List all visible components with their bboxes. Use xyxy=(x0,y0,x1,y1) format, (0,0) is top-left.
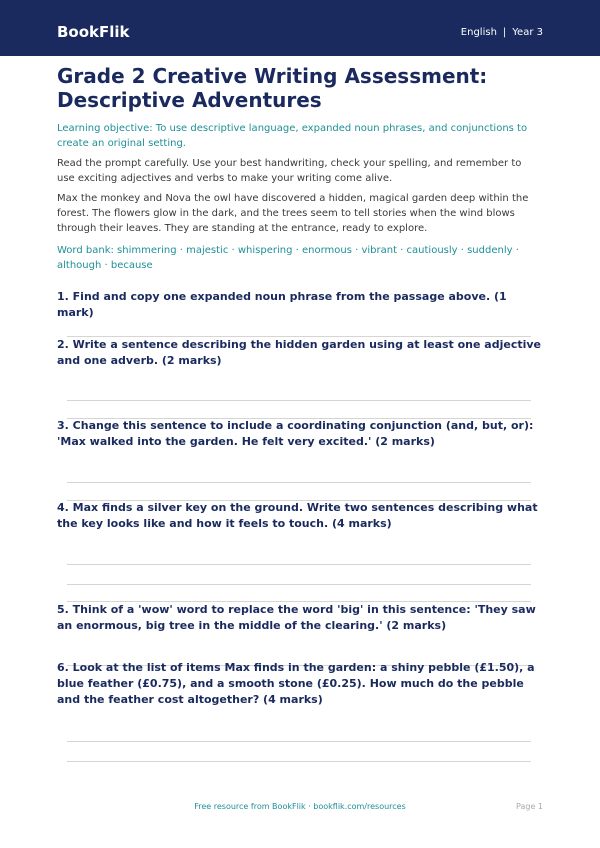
answer-line[interactable] xyxy=(67,741,531,742)
header-meta xyxy=(461,26,543,40)
answer-line[interactable] xyxy=(67,400,531,401)
instructions-text: Read the prompt carefully. Use your best handwriting, check your spelling, and remember to use exciting adjectives and verbs to make your writing come alive. xyxy=(57,158,522,184)
story-passage: Max the monkey and Nova the owl have discovered a hidden, magical garden deep within the forest. The flowers glow in the dark, and the trees seem to tell stories when the wind blows through their leaves. They are standing at the entrance, ready to explore. xyxy=(57,193,529,234)
question-6: 6. Look at the list of items Max finds in the garden: a shiny pebble (£1.50), a blue feather (£0.75), and a smooth stone (£0.25). How much do the pebble and the feather cost altogether? (4 marks) xyxy=(57,661,535,706)
subject-label: English xyxy=(460,27,497,38)
page-title: Grade 2 Creative Writing Assessment: Descriptive Adventures xyxy=(57,64,488,112)
meta-separator: | xyxy=(502,27,507,38)
year-label: Year 3 xyxy=(512,27,543,38)
question-3: 3. Change this sentence to include a coordinating conjunction (and, but, or): 'Max walked into the garden. He felt very excited.' (2 marks) xyxy=(57,419,534,448)
question-4: 4. Max finds a silver key on the ground. Write two sentences describing what the key looks like and how it feels to touch. (4 marks) xyxy=(57,501,538,530)
learning-objective: Learning objective: To use descriptive language, expanded noun phrases, and conjunctions to create an original setting. xyxy=(57,123,528,149)
answer-line[interactable] xyxy=(67,482,531,483)
footer-text: Free resource from BookFlik · bookflik.com/resources xyxy=(194,802,406,811)
brand-logo[interactable]: BookFlik xyxy=(57,23,130,41)
question-5: 5. Think of a 'wow' word to replace the word 'big' in this sentence: 'They saw an enormous, big tree in the middle of the clearing.' (2 marks) xyxy=(57,603,536,632)
answer-line[interactable] xyxy=(67,564,531,565)
page-number: Page 1 xyxy=(516,802,543,811)
answer-line[interactable] xyxy=(67,584,531,585)
answer-line[interactable] xyxy=(67,761,531,762)
question-1: 1. Find and copy one expanded noun phrase from the passage above. (1 mark) xyxy=(57,290,507,319)
word-bank: Word bank: shimmering · majestic · whispering · enormous · vibrant · cautiously · suddenly · although · because xyxy=(57,245,519,271)
question-2: 2. Write a sentence describing the hidden garden using at least one adjective and one adverb. (2 marks) xyxy=(57,338,542,367)
header-bar xyxy=(0,0,600,56)
